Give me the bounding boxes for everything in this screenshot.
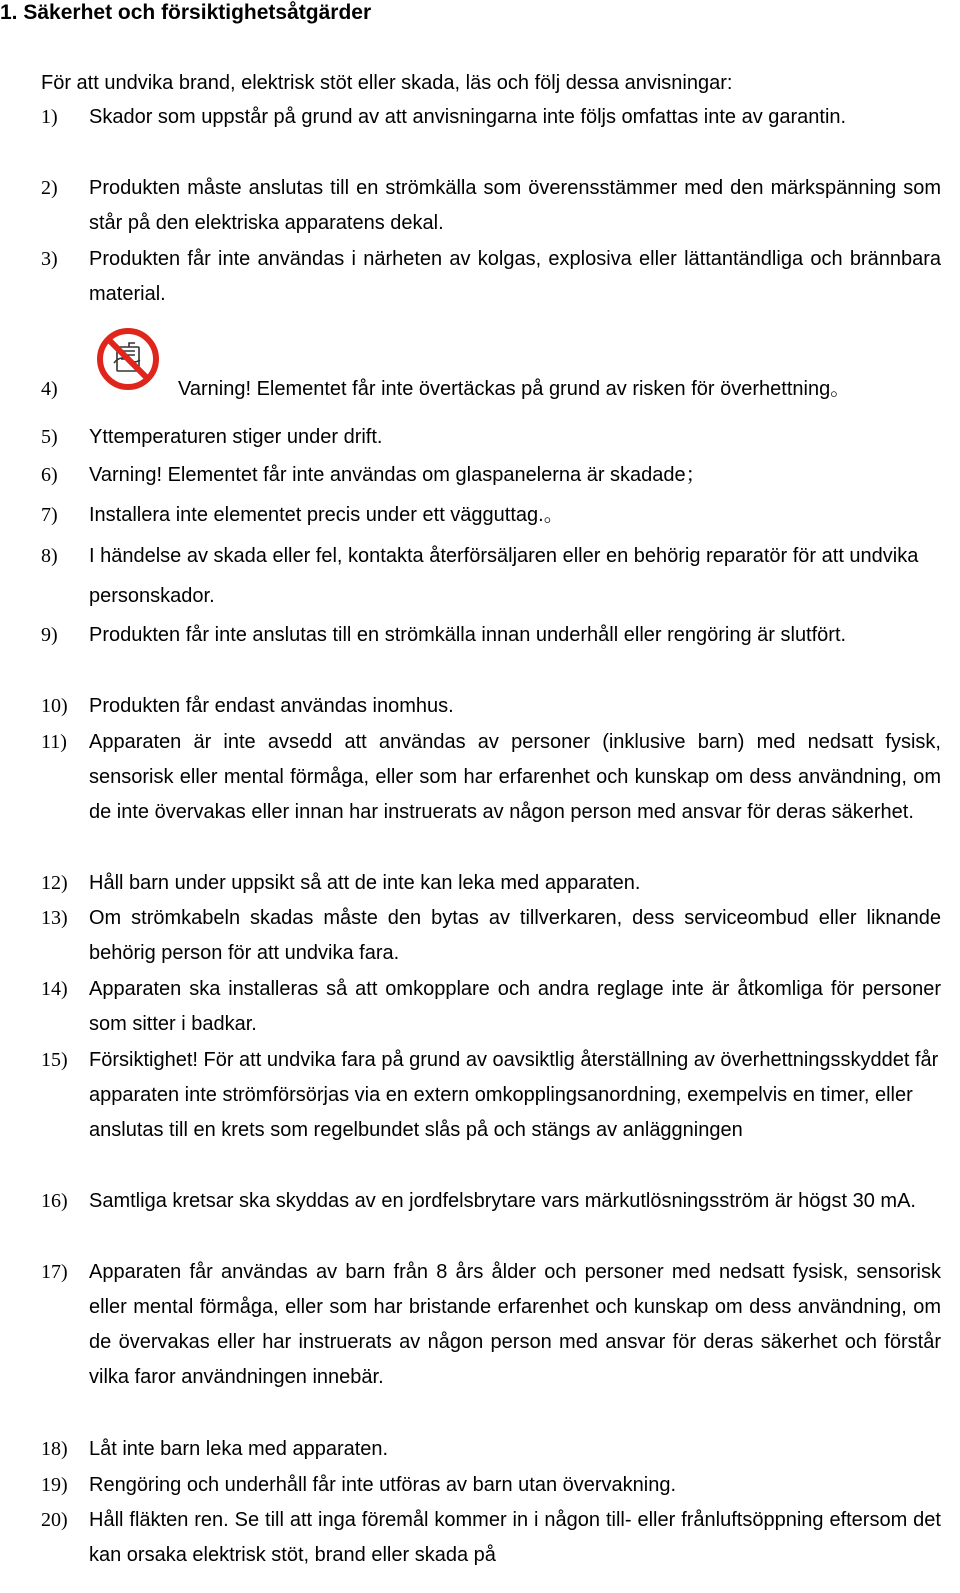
item-number: 11) <box>41 731 67 753</box>
item-number: 9) <box>41 624 58 646</box>
intro-text: För att undvika brand, elektrisk stöt eller skada, läs och följ dessa anvisningar: <box>41 72 733 94</box>
item-number: 19) <box>41 1474 68 1496</box>
item-number: 4) <box>41 378 58 400</box>
item-number: 20) <box>41 1509 68 1531</box>
no-covering-prohibition-icon <box>96 327 160 391</box>
item-text: Varning! Elementet får inte övertäckas på grund av risken för överhettning。 <box>178 378 851 400</box>
item-text: Håll fläkten ren. Se till att inga föremål kommer in i någon till- eller frånluftsöppning eftersom det kan orsaka elektrisk stöt, brand eller skada på <box>89 1509 941 1566</box>
item-number: 2) <box>41 177 58 199</box>
item-number: 10) <box>41 695 68 717</box>
item-number: 14) <box>41 978 68 1000</box>
section-heading: 1. Säkerhet och försiktighetsåtgärder <box>0 1 372 24</box>
item-text: I händelse av skada eller fel, kontakta återförsäljaren eller en behörig reparatör för att undvika personskador. <box>89 545 919 607</box>
item-text: Apparaten ska installeras så att omkopplare och andra reglage inte är åtkomliga för personer som sitter i badkar. <box>89 978 941 1035</box>
item-text: Yttemperaturen stiger under drift. <box>89 426 383 448</box>
item-text: Installera inte elementet precis under ett vägguttag.。 <box>89 504 564 526</box>
item-text: Rengöring och underhåll får inte utföras av barn utan övervakning. <box>89 1474 677 1496</box>
item-number: 7) <box>41 504 58 526</box>
item-text: Apparaten är inte avsedd att användas av personer (inklusive barn) med nedsatt fysisk, sensorisk eller mental förmåga, eller som har erfarenhet och kunskap om dess användning, om de inte övervakas eller innan har instruerats av någon person med ansvar för deras säkerhet. <box>89 731 941 823</box>
item-number: 1) <box>41 106 58 128</box>
item-text: Skador som uppstår på grund av att anvisningarna inte följs omfattas inte av garantin. <box>89 106 847 128</box>
item-text: Produkten får inte anslutas till en strömkälla innan underhåll eller rengöring är slutfört. <box>89 624 847 646</box>
item-number: 17) <box>41 1261 68 1283</box>
item-number: 5) <box>41 426 58 448</box>
item-text: Varning! Elementet får inte användas om glaspanelerna är skadade； <box>89 464 706 486</box>
item-number: 3) <box>41 248 58 270</box>
item-number: 13) <box>41 907 68 929</box>
item-text: Apparaten får användas av barn från 8 års ålder och personer med nedsatt fysisk, sensorisk eller mental förmåga, eller som har bristande erfarenhet och kunskap om dess användning, om de övervakas eller har instruerats av någon person med ansvar för deras säkerhet och förstår vilka faror användningen innebär. <box>89 1261 941 1388</box>
item-number: 15) <box>41 1049 68 1071</box>
item-number: 18) <box>41 1438 68 1460</box>
item-text: Produkten får inte användas i närheten av kolgas, explosiva eller lättantändliga och brännbara material. <box>89 248 941 305</box>
item-number: 8) <box>41 545 58 567</box>
item-text: Produkten får endast användas inomhus. <box>89 695 454 717</box>
item-text: Låt inte barn leka med apparaten. <box>89 1438 389 1460</box>
item-text: Produkten måste anslutas till en strömkälla som överensstämmer med den märkspänning som står på den elektriska apparatens dekal. <box>89 177 941 234</box>
item-text: Försiktighet! För att undvika fara på grund av oavsiktlig återställning av överhettningsskyddet får apparaten inte strömförsörjas via en extern omkopplingsanordning, exempelvis en timer, eller anslutas till en krets som regelbundet slås på och stängs av anläggningen <box>89 1049 939 1141</box>
item-number: 16) <box>41 1190 68 1212</box>
item-text: Om strömkabeln skadas måste den bytas av tillverkaren, dess serviceombud eller liknande behörig person för att undvika fara. <box>89 907 941 964</box>
item-number: 6) <box>41 464 58 486</box>
item-number: 12) <box>41 872 68 894</box>
item-text: Samtliga kretsar ska skyddas av en jordfelsbrytare vars märkutlösningsström är högst 30 mA. <box>89 1190 916 1212</box>
item-text: Håll barn under uppsikt så att de inte kan leka med apparaten. <box>89 872 641 894</box>
